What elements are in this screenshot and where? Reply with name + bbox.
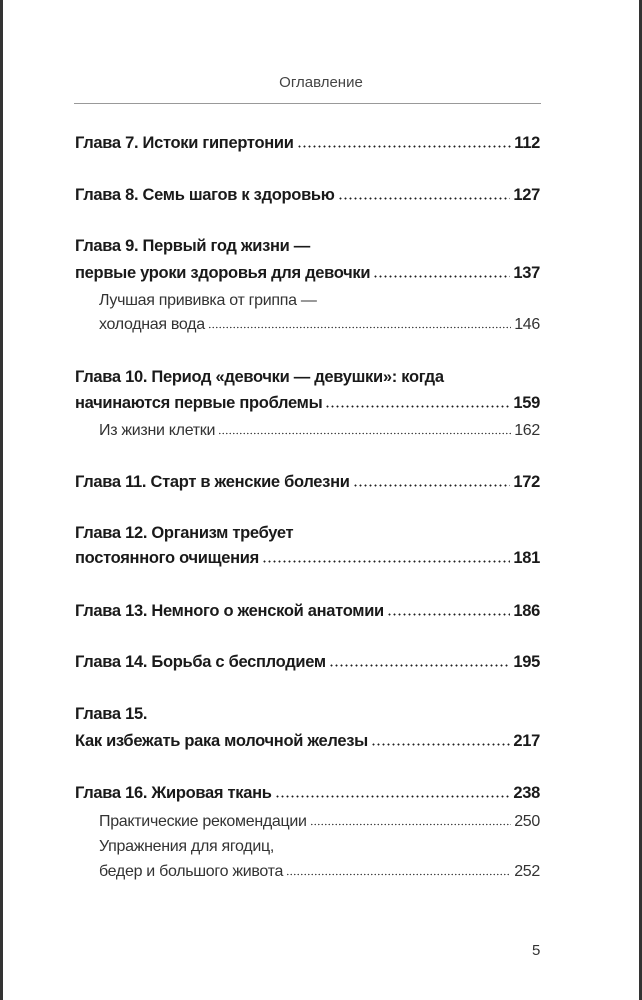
toc-entry-continuation bbox=[75, 705, 540, 724]
header-rule bbox=[74, 103, 541, 104]
toc-entry-title: Как избежать рака молочной железы bbox=[75, 732, 368, 750]
toc-entry-title: Глава 9. Первый год жизни — bbox=[75, 237, 311, 255]
toc-entry-title: бедер и большого живота bbox=[99, 863, 284, 880]
toc-entry-continuation bbox=[75, 368, 540, 387]
running-header: Оглавление bbox=[279, 74, 363, 91]
toc-entry-continuation bbox=[99, 838, 540, 856]
toc-entry-page: 146 bbox=[514, 316, 540, 333]
dot-leader bbox=[329, 664, 511, 667]
dot-leader bbox=[373, 275, 510, 278]
toc-entry-title: Практические рекомендации bbox=[99, 813, 307, 830]
toc-entry-page: 127 bbox=[513, 186, 540, 204]
toc-entry[interactable] bbox=[99, 422, 540, 440]
dot-leader bbox=[286, 873, 511, 876]
toc-entry-page: 186 bbox=[513, 602, 540, 620]
dot-leader bbox=[338, 197, 511, 200]
toc-entry-title: холодная вода bbox=[99, 316, 205, 333]
toc-entry-page: 181 bbox=[513, 549, 540, 567]
dot-leader bbox=[325, 405, 510, 408]
toc-entry[interactable] bbox=[75, 732, 540, 751]
toc-entry-page: 162 bbox=[514, 422, 540, 439]
toc-entry[interactable] bbox=[99, 316, 540, 334]
toc-entry-title: постоянного очищения bbox=[75, 549, 259, 567]
toc-entry-continuation bbox=[75, 237, 540, 256]
toc-entry-continuation bbox=[75, 524, 540, 543]
dot-leader bbox=[208, 326, 511, 329]
toc-entry-title: Глава 11. Старт в женские болезни bbox=[75, 473, 350, 491]
dot-leader bbox=[275, 795, 511, 798]
toc-entry-title: Лучшая прививка от гриппа — bbox=[99, 292, 317, 309]
toc-entry-title: Глава 16. Жировая ткань bbox=[75, 784, 272, 802]
toc-entry-page: 252 bbox=[514, 863, 540, 880]
toc-entry[interactable] bbox=[75, 653, 540, 672]
toc-entry-title: Глава 12. Организм требует bbox=[75, 524, 294, 542]
toc-entry[interactable] bbox=[99, 863, 540, 881]
toc-entry-continuation bbox=[99, 292, 540, 310]
toc-entry-title: Глава 15. bbox=[75, 705, 148, 723]
page-number: 5 bbox=[532, 942, 541, 959]
toc-entry-page: 172 bbox=[513, 473, 540, 491]
page-edge-left bbox=[0, 0, 3, 1000]
dot-leader bbox=[387, 613, 510, 616]
toc-entry-title: Глава 8. Семь шагов к здоровью bbox=[75, 186, 335, 204]
toc-entry[interactable] bbox=[75, 549, 540, 568]
dot-leader bbox=[310, 823, 512, 826]
toc-entry[interactable] bbox=[99, 813, 540, 831]
toc-entry-page: 159 bbox=[513, 394, 540, 412]
toc-entry-page: 217 bbox=[513, 732, 540, 750]
dot-leader bbox=[262, 560, 510, 563]
toc-entry-title: Упражнения для ягодиц, bbox=[99, 838, 274, 855]
toc-entry-title: первые уроки здоровья для девочки bbox=[75, 264, 371, 282]
toc-entry-title: Из жизни клетки bbox=[99, 422, 216, 439]
dot-leader bbox=[371, 743, 510, 746]
toc-entry[interactable] bbox=[75, 602, 540, 621]
toc-entry-page: 112 bbox=[514, 134, 540, 152]
toc-entry-page: 195 bbox=[513, 653, 540, 671]
dot-leader bbox=[297, 145, 512, 148]
toc-entry[interactable] bbox=[75, 264, 540, 283]
toc-entry-page: 250 bbox=[514, 813, 540, 830]
toc-entry-title: Глава 7. Истоки гипертонии bbox=[75, 134, 294, 152]
toc-entry-page: 238 bbox=[513, 784, 540, 802]
toc-entry-page: 137 bbox=[513, 264, 540, 282]
toc-entry-title: Глава 14. Борьба с бесплодием bbox=[75, 653, 326, 671]
toc-entry[interactable] bbox=[75, 473, 540, 492]
dot-leader bbox=[353, 484, 511, 487]
toc-entry-title: начинаются первые проблемы bbox=[75, 394, 323, 412]
toc-entry-title: Глава 13. Немного о женской анатомии bbox=[75, 602, 384, 620]
toc-entry[interactable] bbox=[75, 186, 540, 205]
toc-entry[interactable] bbox=[75, 134, 540, 153]
dot-leader bbox=[218, 432, 511, 435]
toc-entry[interactable] bbox=[75, 394, 540, 413]
toc-entry-title: Глава 10. Период «девочки — девушки»: когда bbox=[75, 368, 444, 386]
toc-entry[interactable] bbox=[75, 784, 540, 803]
